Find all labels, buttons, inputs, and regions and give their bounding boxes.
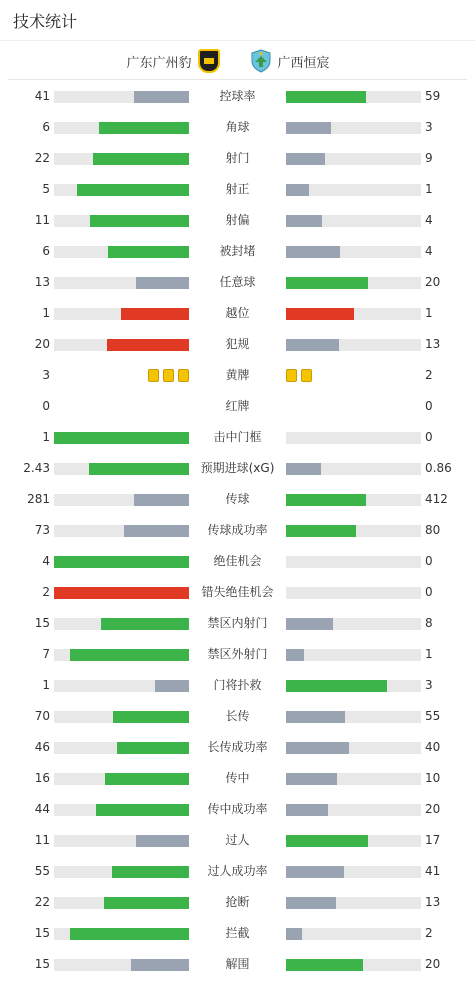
- away-stat-bar: [286, 556, 421, 568]
- home-stat-value: 22: [34, 895, 50, 909]
- away-stat-value: 41: [425, 864, 441, 878]
- home-stat-bar-fill: [107, 339, 189, 351]
- away-stat-bar-fill: [286, 804, 328, 816]
- home-stat-value: 11: [34, 833, 50, 847]
- stat-label: 错失绝佳机会: [201, 585, 274, 599]
- stat-label: 长传: [225, 709, 250, 723]
- away-stat-value: 17: [425, 833, 441, 847]
- home-stat-value: 1: [42, 306, 50, 320]
- home-stat-bar: [54, 246, 189, 258]
- stat-label: 角球: [225, 120, 250, 134]
- away-stat-value: 4: [425, 244, 433, 258]
- home-team-badge-icon: [198, 49, 220, 73]
- stat-row: [0, 546, 475, 577]
- home-stat-bar-fill: [90, 215, 189, 227]
- home-stat-value: 73: [34, 523, 50, 537]
- away-stat-value: 9: [425, 151, 433, 165]
- stat-row: [0, 918, 475, 949]
- home-stat-bar: [54, 525, 189, 537]
- stat-label: 预期进球(xG): [200, 461, 275, 475]
- stat-row: [0, 639, 475, 670]
- away-stat-bar: [286, 215, 421, 227]
- page-title: 技术统计: [13, 12, 78, 31]
- away-stat-bar: [286, 618, 421, 630]
- away-stat-value: 40: [425, 740, 441, 754]
- away-stat-bar: [286, 959, 421, 971]
- away-stat-bar: [286, 742, 421, 754]
- away-stat-bar: [286, 835, 421, 847]
- away-stat-bar: [286, 525, 421, 537]
- away-stat-bar-fill: [286, 91, 366, 103]
- home-stat-bar: [54, 556, 189, 568]
- yellow-card-icon: [148, 369, 159, 382]
- away-stat-value: 0: [425, 430, 433, 444]
- home-stat-bar: [54, 339, 189, 351]
- away-stat-value: 0.86: [425, 461, 452, 475]
- stat-row: [0, 732, 475, 763]
- home-stat-bar-fill: [112, 866, 189, 878]
- away-stat-value: 59: [425, 89, 441, 103]
- away-stat-bar-fill: [286, 928, 302, 940]
- home-stat-bar-fill: [136, 835, 189, 847]
- home-stat-bar-fill: [54, 556, 189, 568]
- home-stat-bar: [54, 153, 189, 165]
- away-team-badge-icon: [250, 49, 272, 73]
- stat-label: 长传成功率: [207, 740, 268, 754]
- home-stat-value: 1: [42, 430, 50, 444]
- stat-row: [0, 484, 475, 515]
- away-stat-value: 10: [425, 771, 441, 785]
- home-stat-value: 13: [34, 275, 50, 289]
- away-stat-value: 8: [425, 616, 433, 630]
- away-stat-value: 20: [425, 802, 441, 816]
- home-stat-bar-fill: [77, 184, 189, 196]
- home-stat-bar: [54, 432, 189, 444]
- home-stat-bar: [54, 91, 189, 103]
- home-stat-value: 5: [42, 182, 50, 196]
- away-stat-bar-fill: [286, 618, 333, 630]
- stat-row: [0, 360, 475, 391]
- away-stat-value: 2: [425, 926, 433, 940]
- stat-label: 射正: [225, 182, 250, 196]
- stat-label: 控球率: [219, 89, 256, 103]
- away-stat-bar: [286, 587, 421, 599]
- stat-row: [0, 577, 475, 608]
- away-stat-bar: [286, 184, 421, 196]
- home-stat-value: 2.43: [23, 461, 50, 475]
- away-stat-bar-fill: [286, 494, 366, 506]
- home-stat-bar-fill: [155, 680, 189, 692]
- home-stat-bar-fill: [93, 153, 189, 165]
- home-stat-bar-fill: [124, 525, 189, 537]
- away-stat-bar: [286, 246, 421, 258]
- stat-row: [0, 329, 475, 360]
- away-stat-bar: [286, 680, 421, 692]
- home-stat-bar: [54, 618, 189, 630]
- yellow-card-icon: [163, 369, 174, 382]
- stat-row: [0, 205, 475, 236]
- away-yellow-cards: [286, 369, 312, 382]
- stat-row: [0, 267, 475, 298]
- home-stat-bar: [54, 184, 189, 196]
- stat-row: [0, 112, 475, 143]
- home-stat-bar: [54, 866, 189, 878]
- stat-label: 禁区内射门: [207, 616, 268, 630]
- stat-label: 射门: [225, 151, 250, 165]
- home-stat-bar-fill: [121, 308, 189, 320]
- away-stat-value: 0: [425, 554, 433, 568]
- away-team[interactable]: [250, 49, 330, 73]
- home-stat-value: 15: [34, 957, 50, 971]
- away-stat-value: 412: [425, 492, 448, 506]
- home-stat-value: 281: [27, 492, 50, 506]
- home-team[interactable]: [126, 49, 219, 73]
- stat-row: [0, 422, 475, 453]
- stat-row: [0, 236, 475, 267]
- stat-row: [0, 515, 475, 546]
- stat-row: [0, 856, 475, 887]
- away-stat-bar: [286, 866, 421, 878]
- home-stat-value: 0: [42, 399, 50, 413]
- away-stat-value: 3: [425, 120, 433, 134]
- stat-label: 抢断: [225, 895, 250, 909]
- stat-row: [0, 763, 475, 794]
- away-stat-bar-fill: [286, 277, 368, 289]
- home-stat-bar-fill: [108, 246, 189, 258]
- away-stat-bar: [286, 277, 421, 289]
- stat-row: [0, 453, 475, 484]
- home-stat-bar-fill: [113, 711, 189, 723]
- away-stat-bar-fill: [286, 463, 321, 475]
- home-stat-value: 6: [42, 120, 50, 134]
- home-yellow-cards: [148, 369, 189, 382]
- stat-row: [0, 143, 475, 174]
- home-stat-value: 44: [34, 802, 50, 816]
- away-stat-bar-fill: [286, 153, 325, 165]
- home-stat-value: 41: [34, 89, 50, 103]
- stat-label: 过人成功率: [207, 864, 268, 878]
- away-stat-value: 55: [425, 709, 441, 723]
- stat-row: [0, 887, 475, 918]
- home-stat-bar-fill: [70, 928, 189, 940]
- away-stat-bar: [286, 897, 421, 909]
- stat-label: 绝佳机会: [213, 554, 262, 568]
- away-stat-bar: [286, 308, 421, 320]
- home-stat-value: 6: [42, 244, 50, 258]
- home-stat-bar: [54, 804, 189, 816]
- away-stat-bar: [286, 494, 421, 506]
- home-stat-value: 7: [42, 647, 50, 661]
- home-stat-value: 16: [34, 771, 50, 785]
- away-stat-bar-fill: [286, 866, 344, 878]
- home-stat-bar: [54, 897, 189, 909]
- home-stat-value: 15: [34, 926, 50, 940]
- away-stat-bar: [286, 339, 421, 351]
- home-stat-bar-fill: [99, 122, 189, 134]
- home-stat-bar-fill: [136, 277, 189, 289]
- stat-row: [0, 81, 475, 112]
- stat-label: 传球成功率: [207, 523, 268, 537]
- away-stat-value: 0: [425, 585, 433, 599]
- away-stat-bar: [286, 711, 421, 723]
- home-stat-value: 70: [34, 709, 50, 723]
- stat-label: 拦截: [225, 926, 250, 940]
- home-stat-bar: [54, 742, 189, 754]
- stat-row: [0, 174, 475, 205]
- stat-label: 传中: [225, 771, 250, 785]
- stat-label: 禁区外射门: [207, 647, 268, 661]
- away-stat-bar-fill: [286, 711, 345, 723]
- home-stat-bar-fill: [131, 959, 189, 971]
- away-stat-bar: [286, 153, 421, 165]
- home-stat-bar-fill: [104, 897, 189, 909]
- away-stat-bar-fill: [286, 897, 336, 909]
- stat-row: [0, 794, 475, 825]
- away-stat-bar-fill: [286, 246, 340, 258]
- away-stat-value: 2: [425, 368, 433, 382]
- stat-label: 传球: [225, 492, 250, 506]
- stat-row: [0, 391, 475, 422]
- stat-row: [0, 298, 475, 329]
- home-stat-bar: [54, 308, 189, 320]
- yellow-card-icon: [178, 369, 189, 382]
- home-stat-bar: [54, 494, 189, 506]
- away-stat-bar-fill: [286, 525, 356, 537]
- stat-label: 传中成功率: [207, 802, 268, 816]
- away-stat-value: 1: [425, 306, 433, 320]
- header-divider: [0, 40, 475, 41]
- away-stat-bar: [286, 773, 421, 785]
- home-stat-bar-fill: [54, 587, 189, 599]
- stat-label: 过人: [225, 833, 250, 847]
- home-stat-bar: [54, 463, 189, 475]
- home-stat-value: 15: [34, 616, 50, 630]
- away-stat-bar-fill: [286, 339, 339, 351]
- teams-header: [8, 43, 467, 80]
- away-stat-value: 1: [425, 647, 433, 661]
- away-stat-bar: [286, 463, 421, 475]
- home-stat-bar-fill: [134, 494, 189, 506]
- away-stat-value: 20: [425, 957, 441, 971]
- home-stat-bar: [54, 835, 189, 847]
- stat-row: [0, 949, 475, 980]
- away-stat-bar-fill: [286, 959, 363, 971]
- home-stat-bar-fill: [134, 91, 189, 103]
- home-stat-bar-fill: [89, 463, 189, 475]
- home-stat-bar-fill: [101, 618, 189, 630]
- home-stat-bar: [54, 959, 189, 971]
- away-stat-value: 13: [425, 895, 441, 909]
- away-stat-bar: [286, 804, 421, 816]
- away-stat-bar: [286, 122, 421, 134]
- home-stat-value: 3: [42, 368, 50, 382]
- away-stat-bar: [286, 91, 421, 103]
- home-stat-value: 46: [34, 740, 50, 754]
- away-stat-bar-fill: [286, 122, 331, 134]
- away-stat-value: 0: [425, 399, 433, 413]
- home-stat-value: 22: [34, 151, 50, 165]
- away-stat-value: 4: [425, 213, 433, 227]
- away-stat-bar-fill: [286, 742, 349, 754]
- home-stat-bar-fill: [105, 773, 189, 785]
- away-stat-value: 3: [425, 678, 433, 692]
- stat-label: 越位: [225, 306, 250, 320]
- home-stat-value: 11: [34, 213, 50, 227]
- home-stat-bar: [54, 680, 189, 692]
- stat-row: [0, 825, 475, 856]
- stat-label: 射偏: [225, 213, 250, 227]
- home-stat-bar-fill: [70, 649, 189, 661]
- yellow-card-icon: [286, 369, 297, 382]
- stat-row: [0, 670, 475, 701]
- home-stat-bar-fill: [117, 742, 189, 754]
- home-stat-value: 20: [34, 337, 50, 351]
- home-team-name: 广东广州豹: [126, 55, 192, 71]
- away-stat-bar: [286, 649, 421, 661]
- home-stat-bar: [54, 773, 189, 785]
- away-stat-value: 80: [425, 523, 441, 537]
- away-team-name: 广西恒宸: [277, 55, 330, 71]
- away-stat-value: 1: [425, 182, 433, 196]
- away-stat-bar-fill: [286, 215, 322, 227]
- stat-label: 击中门框: [213, 430, 262, 444]
- stat-label: 黄牌: [225, 368, 250, 382]
- away-stat-bar-fill: [286, 773, 337, 785]
- yellow-card-icon: [301, 369, 312, 382]
- stat-row: [0, 701, 475, 732]
- away-stat-bar-fill: [286, 308, 354, 320]
- stat-label: 解围: [225, 957, 250, 971]
- stat-label: 门将扑救: [213, 678, 262, 692]
- stat-label: 任意球: [219, 275, 256, 289]
- away-stat-value: 13: [425, 337, 441, 351]
- home-stat-value: 1: [42, 678, 50, 692]
- home-stat-bar-fill: [96, 804, 189, 816]
- home-stat-value: 4: [42, 554, 50, 568]
- away-stat-bar: [286, 432, 421, 444]
- home-stat-bar-fill: [54, 432, 189, 444]
- home-stat-bar: [54, 215, 189, 227]
- home-stat-bar: [54, 928, 189, 940]
- home-stat-bar: [54, 277, 189, 289]
- away-stat-bar-fill: [286, 649, 304, 661]
- stat-row: [0, 608, 475, 639]
- away-stat-bar-fill: [286, 835, 368, 847]
- home-stat-bar: [54, 649, 189, 661]
- home-stat-bar: [54, 587, 189, 599]
- away-stat-bar: [286, 928, 421, 940]
- stat-label: 红牌: [225, 399, 250, 413]
- home-stat-bar: [54, 711, 189, 723]
- stat-label: 犯规: [225, 337, 250, 351]
- away-stat-bar-fill: [286, 680, 387, 692]
- away-stat-value: 20: [425, 275, 441, 289]
- home-stat-value: 2: [42, 585, 50, 599]
- stat-label: 被封堵: [219, 244, 256, 258]
- home-stat-value: 55: [34, 864, 50, 878]
- away-stat-bar-fill: [286, 184, 309, 196]
- home-stat-bar: [54, 122, 189, 134]
- stats-list: [0, 81, 475, 980]
